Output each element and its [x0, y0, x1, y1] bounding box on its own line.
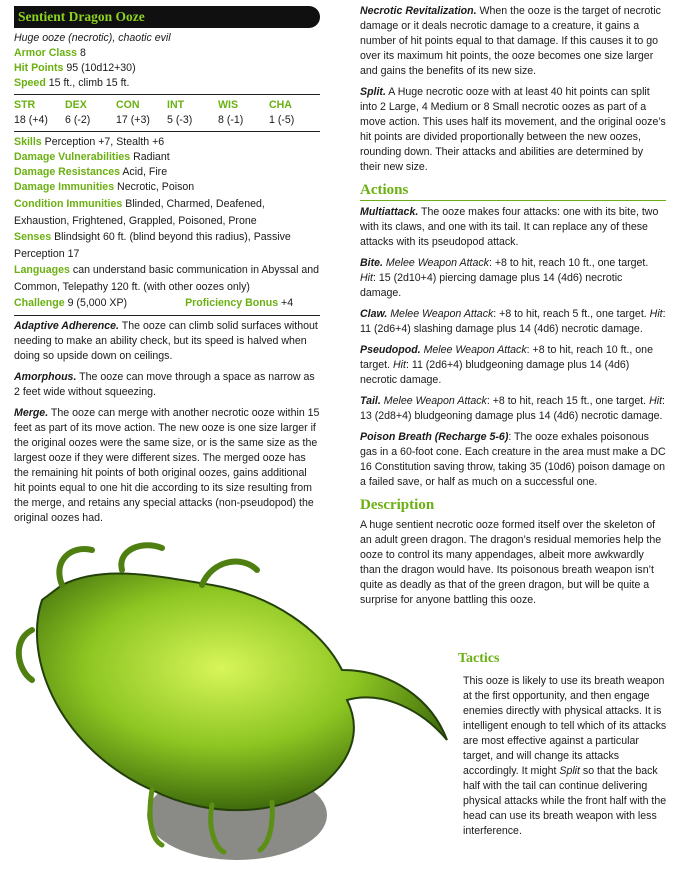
action-name: Multiattack.	[360, 206, 419, 218]
description-heading: Description	[360, 497, 435, 513]
proficiency-value: +4	[281, 297, 294, 309]
trait-merge	[14, 406, 320, 526]
condition-immunities-value: Blinded, Charmed, Deafened, Exhaustion, Frightened, Grappled, Poisoned, Prone	[14, 198, 265, 227]
action-pseudopod	[360, 343, 666, 388]
hit-points-line	[14, 61, 320, 76]
senses-line	[14, 229, 320, 262]
ability-score: 1 (-5)	[269, 114, 295, 126]
right-column	[360, 0, 666, 614]
proficiency-label: Proficiency Bonus	[185, 297, 279, 309]
vulnerabilities-value: Radiant	[133, 151, 170, 163]
hit-label: Hit	[360, 272, 373, 284]
attack-info: : +8 to hit, reach 15 ft., one target.	[486, 395, 647, 407]
statblock	[14, 0, 320, 532]
attack-kind: Melee Weapon Attack	[423, 344, 527, 356]
ability-names	[14, 98, 320, 113]
divider	[14, 94, 320, 95]
trait-amorphous	[14, 370, 320, 400]
action-name: Tail.	[360, 395, 381, 407]
monster-name: Sentient Dragon Ooze	[14, 6, 320, 28]
tactics-text-b: so that the back half with the tail can continue delivering physical attacks while the front half with the head can use its breath weapon with less interference.	[463, 765, 667, 837]
resistances-label: Damage Resistances	[14, 166, 120, 178]
action-name: Bite.	[360, 257, 383, 269]
action-text: : The ooze exhales poisonous gas in a 60-foot cone. Each creature in the area must make a DC 16 Constitution saving throw, taking 35 (10d6) poison damage on a failed save, or half as much on a successful one.	[360, 431, 666, 488]
speed-value: 15 ft., climb 15 ft.	[48, 77, 130, 89]
action-text: The ooze makes four attacks: one with its bite, two with its claws, and one with its tail. It can replace any of these attacks with its pseudopod attack.	[360, 206, 659, 248]
ability-name: WIS	[218, 99, 239, 111]
attack-damage: : 15 (2d10+4) piercing damage plus 14 (4d6) necrotic damage.	[360, 272, 623, 299]
trait-name: Amorphous.	[14, 370, 77, 383]
ability-scores	[14, 113, 320, 128]
skills-value: Perception +7, Stealth +6	[44, 136, 165, 148]
vulnerabilities-label: Damage Vulnerabilities	[14, 151, 131, 163]
attack-info: : +8 to hit, reach 5 ft., one target.	[493, 308, 647, 320]
languages-value: can understand basic communication in Abyssal and Common, Telepathy 120 ft. (with other oozes only)	[14, 264, 320, 293]
ability-name: DEX	[65, 99, 87, 111]
attack-info: : +8 to hit, reach 10 ft., one target.	[488, 257, 649, 269]
attack-damage: : 11 (2d6+4) slashing damage plus 14 (4d6) necrotic damage.	[360, 308, 666, 335]
monster-type: Huge ooze (necrotic), chaotic evil	[14, 32, 171, 44]
tactics-box	[458, 650, 669, 845]
hit-points-value: 95 (10d12+30)	[66, 62, 136, 74]
ability-name: CHA	[269, 99, 292, 111]
ability-name: INT	[167, 99, 185, 111]
challenge-value: 9 (5,000 XP)	[67, 297, 128, 309]
divider	[14, 131, 320, 132]
ability-score: 17 (+3)	[116, 114, 150, 126]
armor-class-label: Armor Class	[14, 47, 77, 59]
hit-label: Hit	[393, 359, 406, 371]
ability-score: 5 (-3)	[167, 114, 193, 126]
attack-damage: : 13 (2d8+4) bludgeoning damage plus 14 (4d6) necrotic damage.	[360, 395, 665, 422]
resistances-line	[14, 165, 320, 180]
challenge-line	[14, 295, 320, 312]
skills-line	[14, 135, 320, 150]
ability-name: STR	[14, 99, 36, 111]
trait-name: Split.	[360, 86, 386, 98]
challenge-label: Challenge	[14, 297, 65, 309]
armor-class-value: 8	[79, 47, 86, 59]
immunities-line	[14, 180, 320, 195]
hit-points-label: Hit Points	[14, 62, 64, 74]
ability-name: CON	[116, 99, 140, 111]
trait-text: The ooze can merge with another necrotic ooze within 15 feet as part of its move action. The new ooze is one size larger if the original oozes were the same size, or is the same size as the largest ooze if they were different sizes. The merged ooze has the remaining hit points of both original oozes, gains additional hit points equal to one hit die according to its size resulting from the merge, and retains any special attacks (non-pseudopod) the original oozes had.	[14, 406, 320, 524]
trait-split	[360, 85, 666, 175]
senses-value: Blindsight 60 ft. (blind beyond this radius), Passive Perception 17	[14, 231, 291, 260]
senses-label: Senses	[14, 231, 52, 243]
resistances-value: Acid, Fire	[122, 166, 168, 178]
action-bite	[360, 256, 666, 301]
speed-line	[14, 76, 320, 91]
immunities-label: Damage Immunities	[14, 181, 115, 193]
attack-kind: Melee Weapon Attack	[383, 395, 487, 407]
actions-heading: Actions	[360, 181, 666, 201]
immunities-value: Necrotic, Poison	[117, 181, 195, 193]
ability-score: 8 (-1)	[218, 114, 244, 126]
languages-label: Languages	[14, 264, 70, 276]
ability-score: 6 (-2)	[65, 114, 91, 126]
divider	[14, 315, 320, 316]
attack-damage: : 11 (2d6+4) bludgeoning damage plus 14 (4d6) necrotic damage.	[360, 359, 630, 386]
trait-name: Necrotic Revitalization.	[360, 5, 477, 17]
languages-line	[14, 262, 320, 295]
trait-text: The ooze can move through a space as narrow as 2 feet wide without squeezing.	[14, 370, 315, 398]
attack-kind: Melee Weapon Attack	[390, 308, 494, 320]
trait-text: When the ooze is the target of necrotic damage or it deals necrotic damage to a creature, it gains a number of hit points equal to that damage. If this causes it to go over its maximum hit points, the ooze becomes one size larger and gains the benefits of its new size.	[360, 5, 661, 77]
trait-text: A Huge necrotic ooze with at least 40 hit points can split into 2 Large, 4 Medium or 8 Small necrotic oozes as part of a move action. This uses half its movement, and the original ooze’s hit points are divided proportionally between the new oozes, rounding down. Their attacks and abilities are determined by their new size.	[360, 86, 666, 173]
hit-label: Hit	[649, 395, 663, 407]
trait-name: Adaptive Adherence.	[14, 319, 119, 332]
trait-adaptive-adherence	[14, 319, 320, 364]
vulnerabilities-line	[14, 150, 320, 165]
condition-immunities-line	[14, 196, 320, 229]
skills-label: Skills	[14, 136, 42, 148]
action-name: Poison Breath (Recharge 5-6)	[360, 431, 509, 443]
tactics-heading: Tactics	[458, 651, 500, 666]
trait-necrotic-revitalization	[360, 4, 666, 79]
action-multiattack	[360, 205, 666, 250]
action-poison-breath	[360, 430, 666, 490]
action-claw	[360, 307, 666, 337]
action-name: Pseudopod.	[360, 344, 421, 356]
speed-label: Speed	[14, 77, 46, 89]
tactics-text	[463, 674, 669, 839]
description-text: A huge sentient necrotic ooze formed itself over the skeleton of an adult green dragon. The dragon’s residual memories help the ooze to control its many appendages, albeit more awkwardly than the dragon would have. Its poisonous breath weapon isn’t quite as deadly as that of the green dragon, but will be quite a surprise for anyone battling this ooze.	[360, 519, 662, 606]
tactics-text-a: This ooze is likely to use its breath weapon at the first opportunity, and then engage enemies directly with physical attacks. It is intelligent enough to tell which of its attacks are most effective against a particular target, and will change its attacks accordingly. It might	[463, 675, 667, 777]
hit-label: Hit	[649, 308, 663, 320]
trait-text: The ooze can climb solid surfaces without needing to make an ability check, but its speed is halved when doing so upside down on ceilings.	[14, 319, 318, 362]
tactics-split: Split	[559, 765, 580, 777]
ability-score: 18 (+4)	[14, 114, 48, 126]
action-name: Claw.	[360, 308, 388, 320]
action-tail	[360, 394, 666, 424]
condition-immunities-label: Condition Immunities	[14, 198, 123, 210]
armor-class-line	[14, 46, 320, 61]
attack-kind: Melee Weapon Attack	[385, 257, 489, 269]
attack-info: : +8 to hit, reach 10 ft., one target.	[360, 344, 653, 371]
trait-name: Merge.	[14, 406, 49, 419]
